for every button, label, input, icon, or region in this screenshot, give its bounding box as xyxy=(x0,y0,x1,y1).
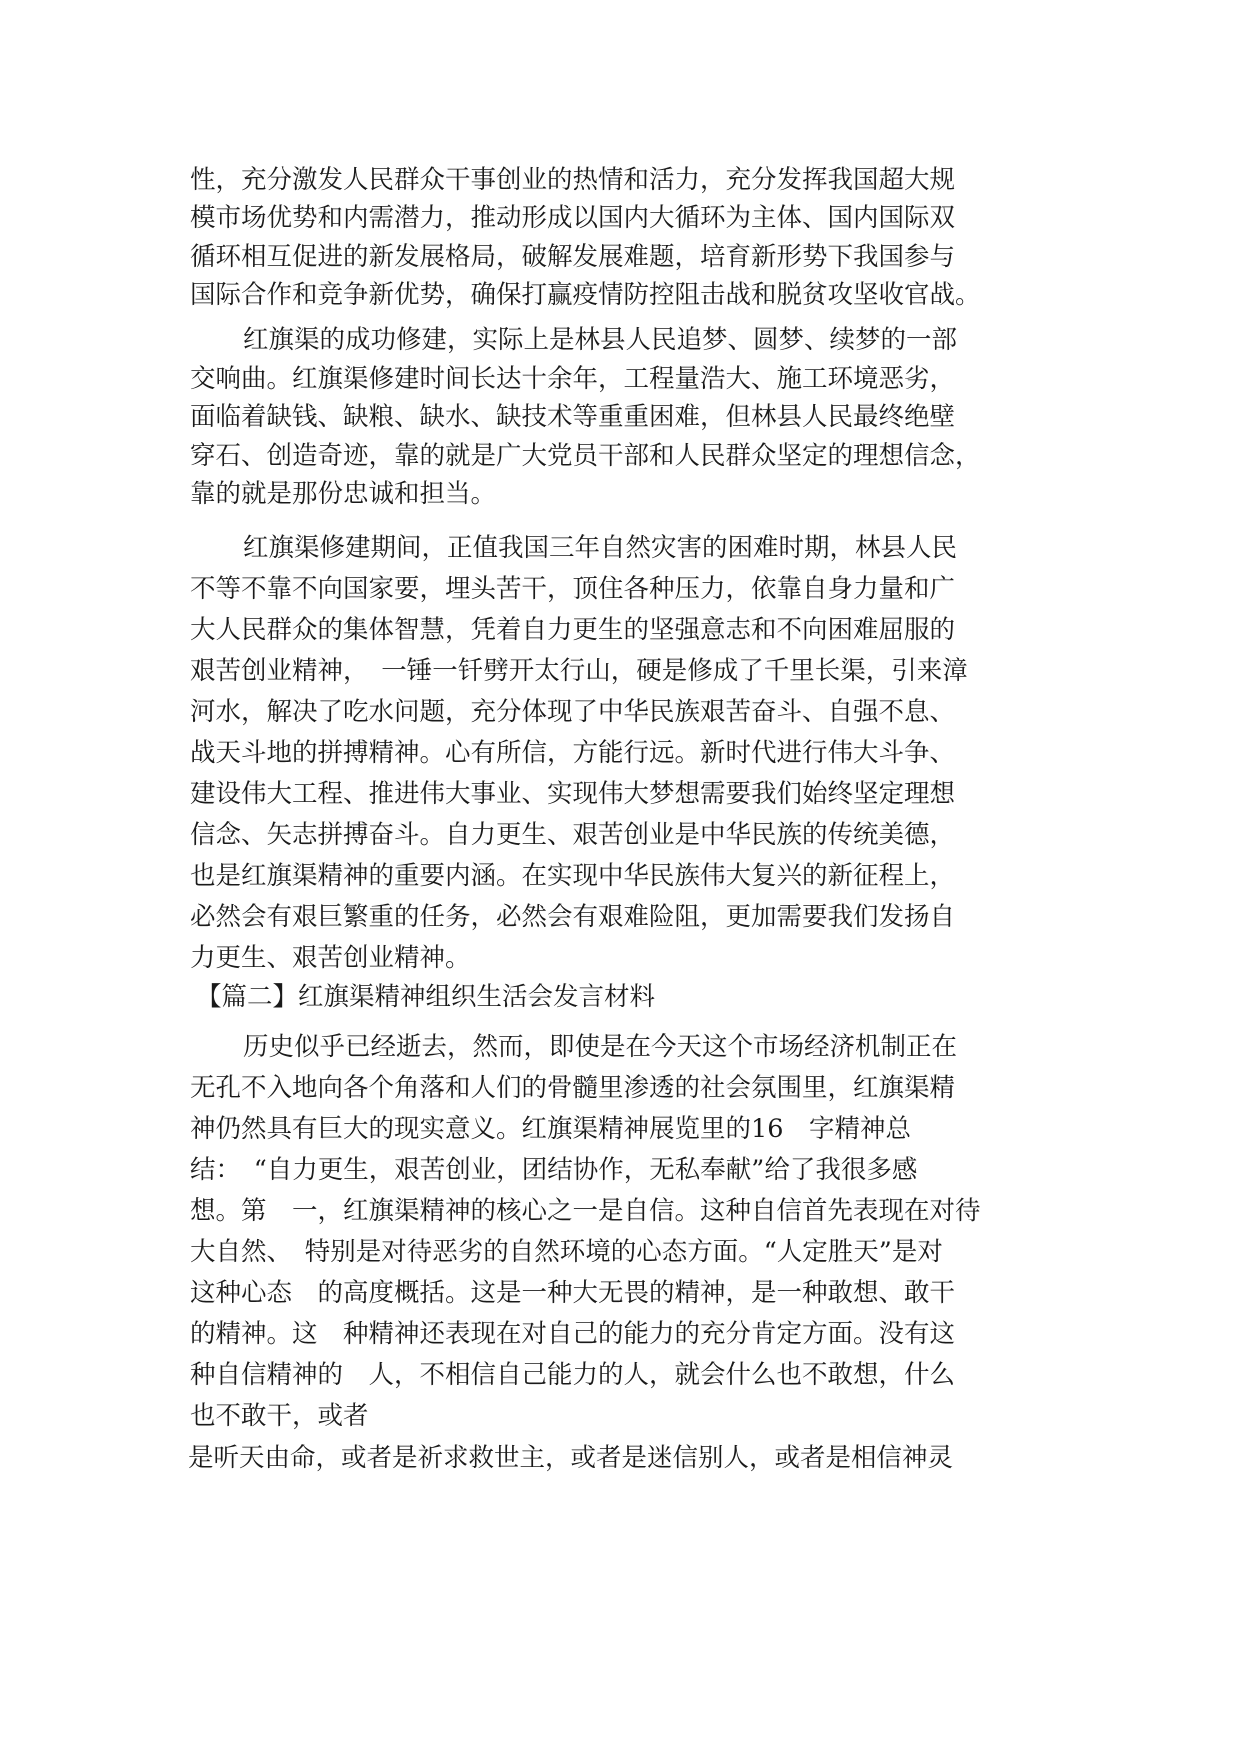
paragraph-first-line: 红旗渠修建期间，正值我国三年自然灾害的困难时期，林县人民 xyxy=(243,533,958,563)
text-line: 模市场优势和内需潜力，推动形成以国内大循环为主体、国内国际双 xyxy=(190,203,956,233)
text-line: 河水，解决了吃水问题，充分体现了中华民族艰苦奋斗、自强不息、 xyxy=(190,697,956,727)
text-line: 想。第 一，红旗渠精神的核心之一是自信。这种自信首先表现在对待 xyxy=(190,1196,981,1226)
text-line: 必然会有艰巨繁重的任务，必然会有艰难险阻，更加需要我们发扬自 xyxy=(190,902,956,932)
text-line: 也不敢干，或者 xyxy=(190,1401,369,1431)
text-line: 靠的就是那份忠诚和担当。 xyxy=(190,479,497,509)
text-line: 是听天由命，或者是祈求救世主，或者是迷信别人，或者是相信神灵 xyxy=(188,1443,954,1473)
text-line: 穿石、创造奇迹，靠的就是广大党员干部和人民群众坚定的理想信念， xyxy=(190,441,981,471)
text-line: 国际合作和竞争新优势，确保打赢疫情防控阻击战和脱贫攻坚收官战。 xyxy=(190,280,981,310)
text-line: 大人民群众的集体智慧，凭着自力更生的坚强意志和不向困难屈服的 xyxy=(190,615,956,645)
text-line: 建设伟大工程、推进伟大事业、实现伟大梦想需要我们始终坚定理想 xyxy=(190,779,956,809)
text-line: 结： “自力更生，艰苦创业，团结协作，无私奉献”给了我很多感 xyxy=(190,1155,918,1185)
text-line: 力更生、艰苦创业精神。 xyxy=(190,943,471,973)
paragraph-first-line: 红旗渠的成功修建，实际上是林县人民追梦、圆梦、续梦的一部 xyxy=(243,325,958,355)
text-line: 循环相互促进的新发展格局，破解发展难题，培育新形势下我国参与 xyxy=(190,242,956,272)
paragraph-first-line: 历史似乎已经逝去，然而，即使是在今天这个市场经济机制正在 xyxy=(243,1032,958,1062)
text-line: 无孔不入地向各个角落和人们的骨髓里渗透的社会氛围里，红旗渠精 xyxy=(190,1073,956,1103)
text-line: 也是红旗渠精神的重要内涵。在实现中华民族伟大复兴的新征程上， xyxy=(190,861,956,891)
text-line: 神仍然具有巨大的现实意义。红旗渠精神展览里的16 字精神总 xyxy=(190,1114,911,1144)
text-line: 面临着缺钱、缺粮、缺水、缺技术等重重困难，但林县人民最终绝壁 xyxy=(190,402,956,432)
text-line: 种自信精神的 人，不相信自己能力的人，就会什么也不敢想，什么 xyxy=(190,1360,956,1390)
text-line: 不等不靠不向国家要，埋头苦干，顶住各种压力，依靠自身力量和广 xyxy=(190,574,956,604)
text-line: 艰苦创业精神， 一锤一钎劈开太行山，硬是修成了千里长渠，引来漳 xyxy=(190,656,968,686)
text-line: 这种心态 的高度概括。这是一种大无畏的精神，是一种敢想、敢干 xyxy=(190,1278,956,1308)
section-heading: 【篇二】红旗渠精神组织生活会发言材料 xyxy=(196,982,656,1012)
text-line: 信念、矢志拼搏奋斗。自力更生、艰苦创业是中华民族的传统美德， xyxy=(190,820,956,850)
text-line: 交响曲。红旗渠修建时间长达十余年，工程量浩大、施工环境恶劣， xyxy=(190,364,956,394)
text-line: 战天斗地的拼搏精神。心有所信，方能行远。新时代进行伟大斗争、 xyxy=(190,738,956,768)
text-line: 性，充分激发人民群众干事创业的热情和活力，充分发挥我国超大规 xyxy=(190,165,956,195)
text-line: 大自然、 特别是对待恶劣的自然环境的心态方面。“人定胜天”是对 xyxy=(190,1237,943,1267)
text-line: 的精神。这 种精神还表现在对自己的能力的充分肯定方面。没有这 xyxy=(190,1319,956,1349)
